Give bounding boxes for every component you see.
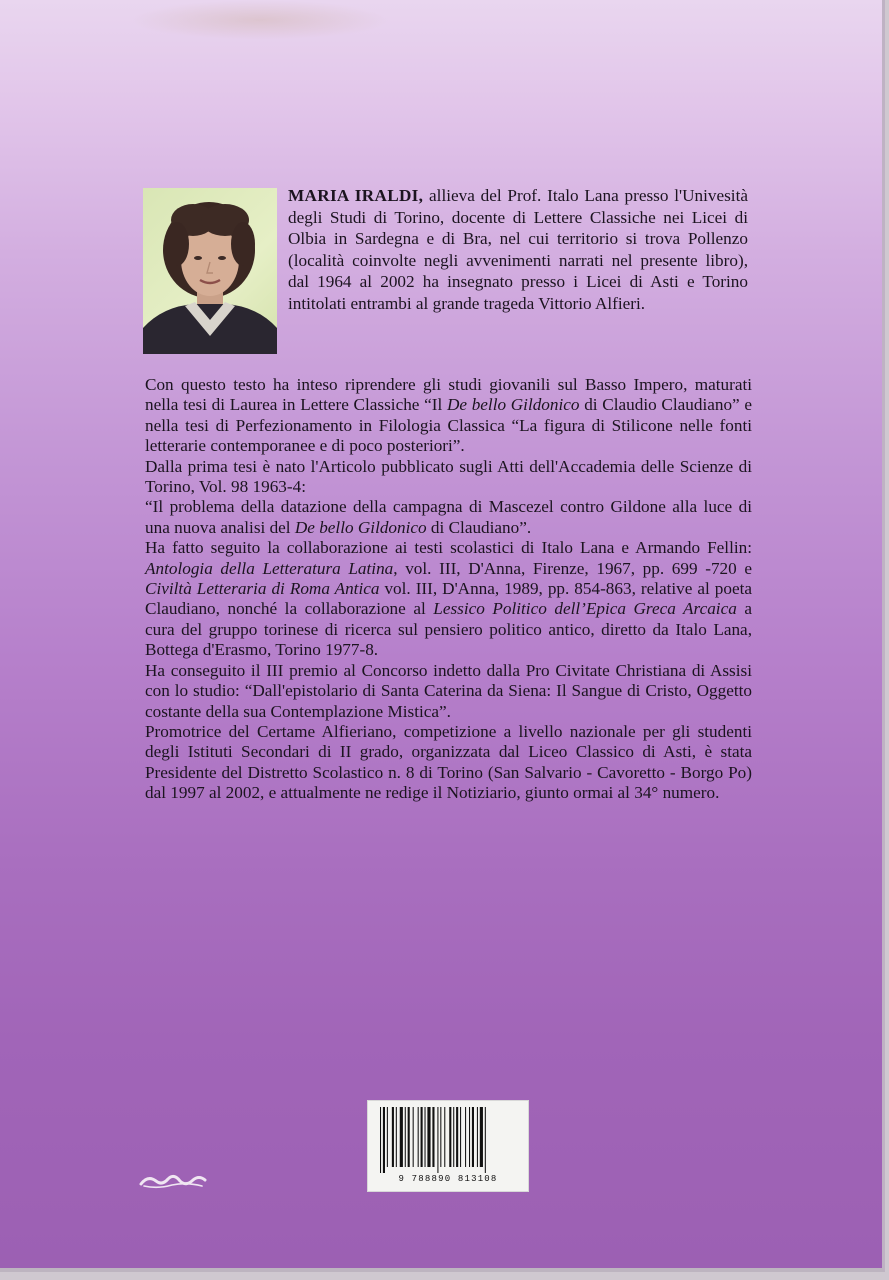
barcode-bar [449,1107,451,1167]
book-title-italic: De bello Gildonico [294,517,427,537]
paragraph-text: “Il problema della datazione della campagna di Mascezel contro Gildone alla luce di una nuova analisi del [145,497,752,537]
barcode-bar [418,1107,419,1167]
author-bio-text: allieva del Prof. Italo Lana presso l'Univesità degli Studi di Torino, docente di Lettere Classiche nei Licei di Olbia in Sardegna e di Bra, nel cui territorio si trova Pollenzo (località coinvolte negli avvenimenti narrati nel presente libro), dal 1964 al 2002 ha insegnato presso i Licei di Asti e Torino intitolati entrambi al grande trageda Vittorio Alfieri. [288,186,748,313]
barcode-bars [368,1101,528,1173]
paragraph-studies [145,375,752,457]
paragraph-text: a cura del gruppo torinese di ricerca sul pensiero politico antico, diretto da Italo Lana, Bottega d'Erasmo, Torino 1977-8. [145,599,752,660]
barcode-bar [392,1107,394,1167]
barcode-bar [440,1107,441,1167]
barcode-bar [387,1107,388,1167]
author-name: MARIA IRALDI, [288,186,424,205]
barcode-bar [456,1107,458,1167]
isbn-barcode [367,1100,529,1192]
barcode-bar [444,1107,445,1167]
barcode-bar [380,1107,381,1173]
paragraph-text: di Claudio Claudiano” e nella tesi di Perfezionamento in Filologia Classica “La figura di Stilicone nelle fonti letterarie contemporanee e di poco posteriori”. [145,395,752,456]
paragraph-certame: Promotrice del Certame Alfieriano, competizione a livello nazionale per gli studenti degli Istituti Secondari di II grado, organizzata dal Liceo Classico di Asti, è stata Presidente del Distretto Scolastico n. 8 di Torino (San Salvario - Cavoretto - Borgo Po) dal 1997 al 2002, e attualmente ne redige il Notiziario, giunto ormai al 34° numero. [145,721,752,803]
barcode-bar [427,1107,430,1167]
paragraph-text: Ha fatto seguito la collaborazione ai testi scolastici di Italo Lana e Armando Fellin: [145,538,752,558]
paper-stain [130,0,390,40]
paragraph-text: vol. III, D'Anna, 1989, pp. 854-863, relative al poeta Claudiano, nonché la collaborazione al [145,579,752,619]
barcode-bar [425,1107,426,1167]
barcode-digits: 9 788890 813108 [398,1174,498,1184]
barcode-bar [465,1107,466,1167]
barcode-bar [405,1107,406,1167]
paragraph-award: Ha conseguito il III premio al Concorso indetto dalla Pro Civitate Christiana di Assisi con lo studio: “Dall'epistolario di Santa Caterina da Siena: Il Sangue di Cristo, Oggetto costante della sua Contemplazione Mistica”. [145,660,752,721]
author-portrait [143,188,277,354]
barcode-bar [400,1107,403,1167]
paragraph-text: , vol. III, D'Anna, Firenze, 1967, pp. 699 -720 e [393,558,752,578]
barcode-bar [421,1107,423,1167]
barcode-bar [413,1107,414,1167]
paragraph-article: Dalla prima tesi è nato l'Articolo pubblicato sugli Atti dell'Accademia delle Scienze di Torino, Vol. 98 1963-4: [145,456,752,497]
barcode-bar [480,1107,483,1167]
paragraph-text: Con questo testo ha inteso riprendere gli studi giovanili sul Basso Impero, maturati nella tesi di Laurea in Lettere Classiche “Il [145,375,752,415]
barcode-bar [453,1107,454,1167]
barcode-bar [396,1107,397,1167]
barcode-bar [437,1107,438,1173]
barcode-bar [408,1107,410,1167]
book-title-italic: Antologia della Letteratura Latina [145,558,394,578]
barcode-bar [477,1107,478,1167]
publisher-logo-icon [138,1171,208,1191]
paragraph-article-title [145,497,752,538]
barcode-bar [469,1107,470,1167]
barcode-bar [472,1107,474,1167]
barcode-bar [383,1107,385,1173]
author-bio [288,185,748,315]
barcode-bar [485,1107,486,1173]
barcode-bar [460,1107,461,1167]
paragraph-text: di Claudiano”. [426,517,532,537]
book-title-italic: Lessico Politico dell’Epica Greca Arcaica [433,599,737,619]
paragraph-collaboration [145,538,752,660]
book-title-italic: Civiltà Letteraria di Roma Antica [145,579,380,599]
barcode-bar [432,1107,434,1167]
book-title-italic: De bello Gildonico [446,395,580,415]
biography-text [145,375,752,804]
